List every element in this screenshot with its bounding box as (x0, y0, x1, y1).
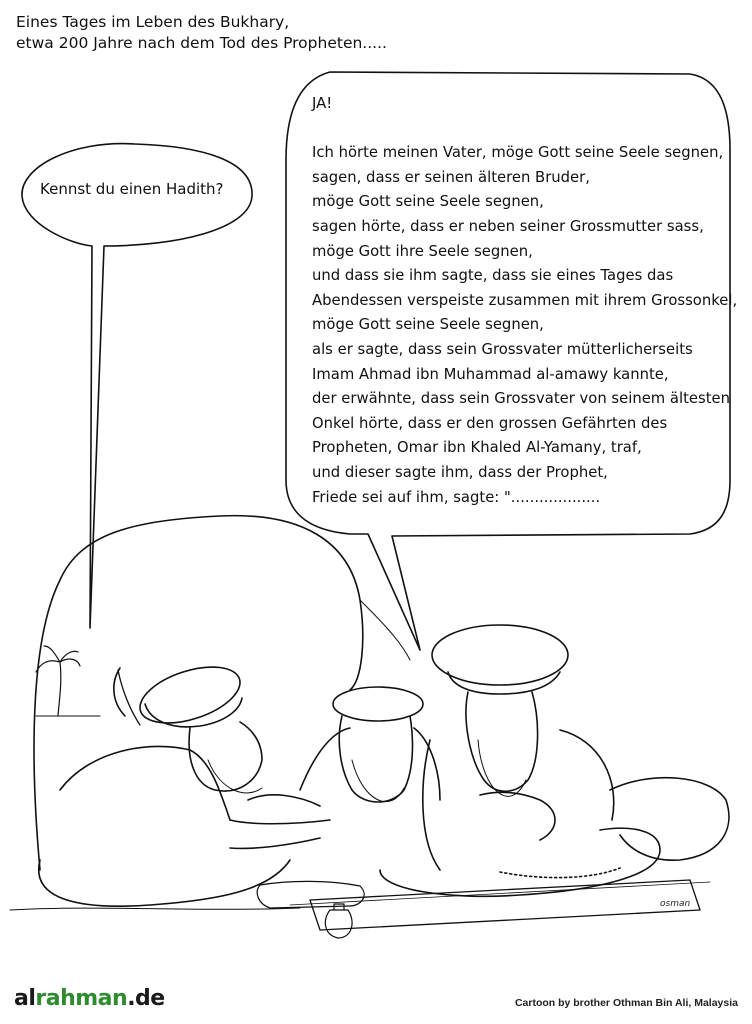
bubble-line (312, 117, 737, 142)
bubble-line: und dieser sagte ihm, dass der Prophet, (312, 463, 608, 481)
ink-bottle-icon (325, 904, 352, 938)
left-speech-bubble (22, 144, 252, 628)
caption-line-1: Eines Tages im Leben des Bukhary, (16, 13, 290, 31)
bubble-line: möge Gott ihre Seele segnen, (312, 242, 533, 260)
bubble-line: der erwähnte, dass sein Grossvater von seinem ältesten (312, 390, 730, 408)
bubble-line: Onkel hörte, dass er den grossen Gefährten des (312, 414, 668, 432)
figure-middle (300, 687, 440, 802)
figure-bukhary (39, 656, 330, 906)
bubble-line: sagen, dass er seinen älteren Bruder, (312, 168, 590, 186)
palm-tree-icon (36, 646, 100, 716)
bubble-line: sagen hörte, dass er neben seiner Grossmutter sass, (312, 217, 704, 235)
artist-signature: osman (660, 899, 691, 909)
bubble-line: möge Gott seine Seele segnen, (312, 193, 544, 211)
bubble-line: Propheten, Omar ibn Khaled Al-Yamany, traf, (312, 439, 642, 457)
carpet (310, 880, 700, 930)
left-bubble-text: Kennst du einen Hadith? (40, 180, 224, 198)
ground-line (10, 908, 300, 910)
bubble-line: Abendessen verspeiste zusammen mit ihrem Grossonkel, (312, 291, 738, 309)
rock (34, 516, 363, 870)
brand-part-2: rahman (35, 986, 128, 1011)
bubble-line: Imam Ahmad ibn Muhammad al-amawy kannte, (312, 365, 669, 383)
bubble-line: Friede sei auf ihm, sagte: "................... (312, 488, 601, 506)
caption-line-2: etwa 200 Jahre nach dem Tod des Propheten..... (16, 34, 387, 52)
right-bubble-text (312, 92, 737, 510)
brand-part-3: .de (127, 986, 165, 1011)
bubble-line: JA! (312, 95, 333, 112)
figure-narrator (380, 625, 729, 896)
bubble-line: als er sagte, dass sein Grossvater mütterlicherseits (312, 340, 693, 358)
credit-text: Cartoon by brother Othman Bin Ali, Malaysia (514, 997, 738, 1009)
bubble-line: und dass sie ihm sagte, dass sie eines Tages das (312, 267, 674, 285)
bubble-line: möge Gott seine Seele segnen, (312, 316, 544, 334)
brand-logo (14, 986, 165, 1011)
brand-part-1: al (14, 986, 36, 1011)
bubble-line: Ich hörte meinen Vater, möge Gott seine Seele segnen, (312, 144, 724, 162)
